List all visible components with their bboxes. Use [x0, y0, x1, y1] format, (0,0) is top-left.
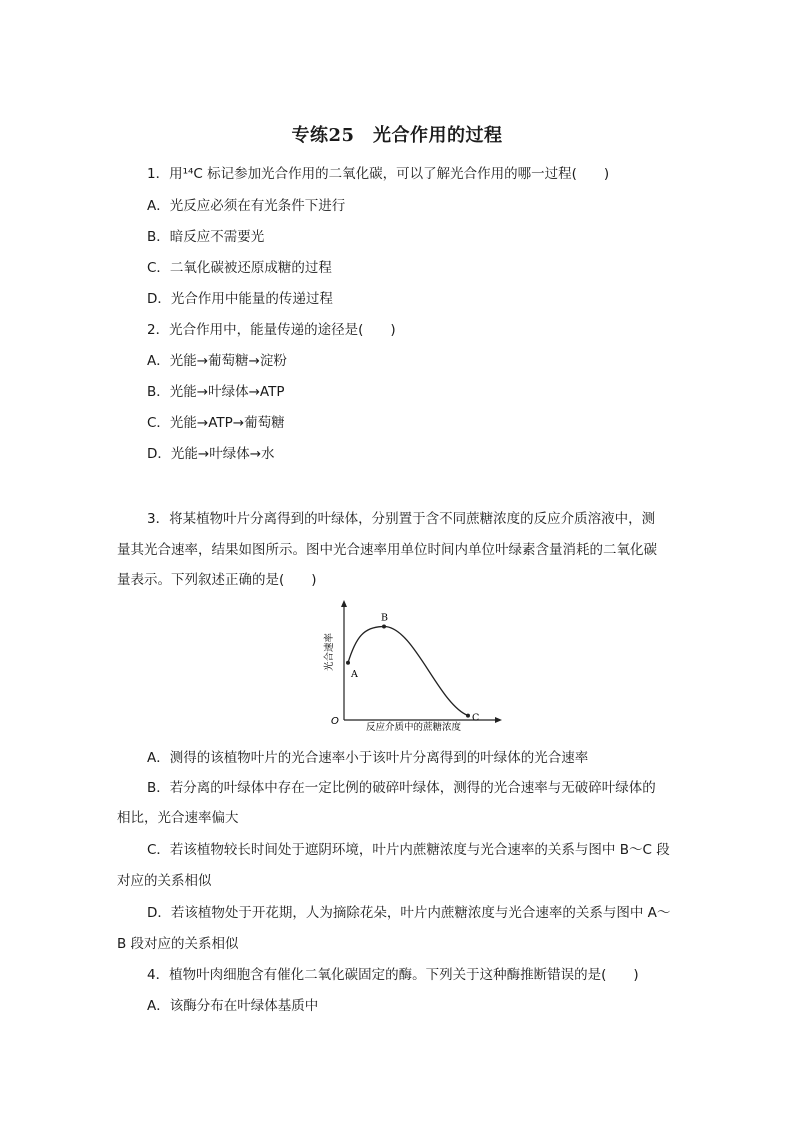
point-label-c: C	[472, 712, 480, 724]
q2-option-b: B．光能→叶绿体→ATP	[147, 384, 285, 400]
q3-stem-line2: 量其光合速率，结果如图所示。图中光合速率用单位时间内单位叶绿素含量消耗的二氧化碳	[117, 542, 657, 558]
q3-option-b-line1: B．若分离的叶绿体中存在一定比例的破碎叶绿体，测得的光合速率与无破碎叶绿体的	[147, 780, 656, 796]
q2-option-c: C．光能→ATP→葡萄糖	[147, 415, 285, 431]
q3-option-c-line2: 对应的关系相似	[117, 873, 212, 889]
q4-option-a: A．该酶分布在叶绿体基质中	[147, 998, 319, 1014]
q2-option-a: A．光能→葡萄糖→淀粉	[147, 353, 287, 369]
rate-curve	[348, 627, 468, 716]
q1-option-c: C．二氧化碳被还原成糖的过程	[147, 260, 332, 276]
q3-option-c-line1: C．若该植物较长时间处于遮阴环境，叶片内蔗糖浓度与光合速率的关系与图中 B～C 段	[147, 842, 670, 858]
q2-option-d: D．光能→叶绿体→水	[147, 446, 275, 462]
point-b	[382, 625, 386, 629]
q1-option-d: D．光合作用中能量的传递过程	[147, 291, 333, 307]
chart-svg	[318, 596, 508, 736]
point-label-a: A	[351, 668, 358, 680]
x-axis-label: 反应介质中的蔗糖浓度	[366, 722, 462, 733]
y-axis-label: 光合速率	[324, 632, 335, 672]
point-c	[466, 714, 470, 718]
point-a	[346, 661, 350, 665]
q1-stem: 1．用¹⁴C 标记参加光合作用的二氧化碳，可以了解光合作用的哪一过程( )	[147, 166, 610, 182]
q1-option-a: A．光反应必须在有光条件下进行	[147, 198, 346, 214]
q1-option-b: B．暗反应不需要光	[147, 229, 265, 245]
q3-stem-line3: 量表示。下列叙述正确的是( )	[117, 572, 317, 588]
origin-label: O	[331, 716, 339, 727]
photosynthesis-chart	[318, 596, 508, 736]
q4-stem: 4．植物叶肉细胞含有催化二氧化碳固定的酶。下列关于这种酶推断错误的是( )	[147, 967, 639, 983]
x-axis-arrow	[495, 717, 502, 723]
q3-option-a: A．测得的该植物叶片的光合速率小于该叶片分离得到的叶绿体的光合速率	[147, 750, 589, 766]
q3-stem-line1: 3．将某植物叶片分离得到的叶绿体，分别置于含不同蔗糖浓度的反应介质溶液中，测	[147, 511, 656, 527]
q3-option-b-line2: 相比，光合速率偏大	[117, 810, 239, 826]
q2-stem: 2．光合作用中，能量传递的途径是( )	[147, 322, 396, 338]
y-axis-arrow	[341, 600, 347, 607]
page-title: 专练25 光合作用的过程	[291, 125, 503, 146]
point-label-b: B	[381, 612, 388, 624]
q3-option-d-line2: B 段对应的关系相似	[117, 936, 239, 952]
q3-option-d-line1: D．若该植物处于开花期，人为摘除花朵，叶片内蔗糖浓度与光合速率的关系与图中 A～	[147, 905, 671, 921]
